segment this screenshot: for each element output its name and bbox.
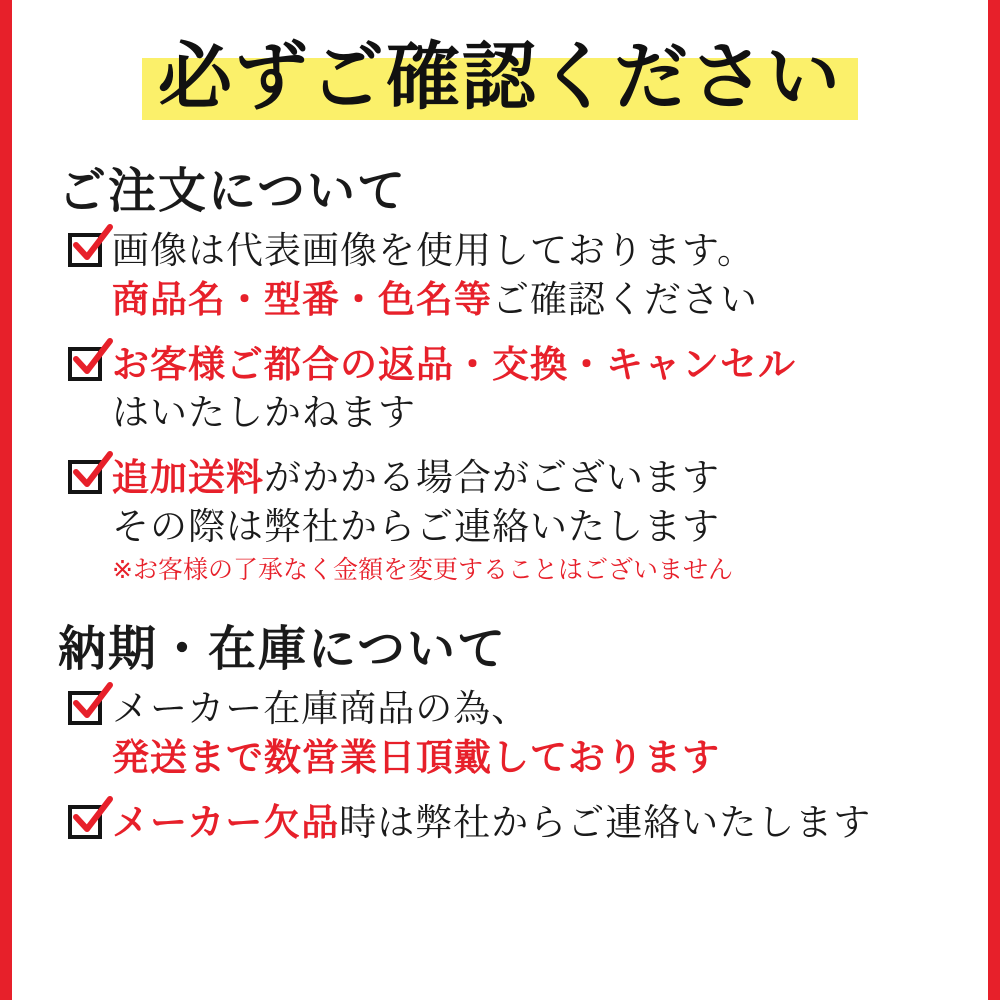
line-text-mixed — [112, 276, 960, 325]
notice-content — [12, 0, 988, 1000]
list-item — [40, 341, 960, 439]
line-black-text: ご確認ください — [492, 277, 758, 321]
list-item — [40, 454, 960, 586]
list-item — [40, 685, 960, 783]
line-red-span: 発送まで数営業日頂戴しております — [112, 736, 720, 780]
check-tick-icon — [70, 223, 114, 267]
list-item-lines — [112, 799, 960, 848]
section-heading-delivery: 納期・在庫について — [58, 621, 508, 678]
check-tick-icon — [70, 337, 114, 381]
checkmark-icon — [68, 347, 106, 385]
line-text-mixed — [112, 799, 960, 848]
order-items-list — [40, 227, 960, 586]
line-red-span: お客様ご都合の返品・交換・キャンセル — [112, 342, 796, 386]
line-red-text — [112, 734, 960, 783]
line-text: 画像は代表画像を使用しております。 — [112, 229, 756, 272]
right-red-bar — [988, 0, 1000, 1000]
page-title — [142, 34, 858, 124]
line-text-mixed — [112, 454, 960, 503]
check-tick-icon — [70, 681, 114, 725]
list-item — [40, 227, 960, 325]
line-text: はいたしかねます — [112, 391, 416, 435]
line-red-text: メーカー欠品 — [112, 801, 340, 845]
list-item-lines — [112, 341, 960, 439]
list-item — [40, 799, 960, 848]
line-red-text — [112, 341, 960, 390]
checkmark-icon — [68, 460, 106, 498]
line-black-text: 時は弊社からご連絡いたします — [339, 801, 872, 845]
line-text: その際は弊社からご連絡いたします — [112, 505, 720, 549]
list-item-lines — [112, 454, 960, 586]
check-tick-icon — [70, 450, 114, 494]
title-text: 必ずご確認ください — [158, 34, 842, 120]
section-heading-order: ご注文について — [58, 163, 408, 219]
line-red-text: 商品名・型番・色名等 — [112, 277, 492, 321]
line-black-text: がかかる場合がございます — [264, 456, 720, 500]
list-item-lines — [112, 227, 960, 325]
note-text: ※お客様の了承なく金額を変更することはございません — [112, 554, 733, 584]
checkmark-icon — [68, 233, 106, 271]
checkmark-icon — [68, 691, 106, 729]
delivery-items-list — [40, 685, 960, 847]
left-red-bar — [0, 0, 12, 1000]
checkmark-icon — [68, 805, 106, 843]
check-tick-icon — [70, 795, 114, 839]
line-text: メーカー在庫商品の為、 — [112, 687, 530, 731]
title-container — [40, 34, 960, 124]
list-item-lines — [112, 685, 960, 783]
line-red-text: 追加送料 — [112, 456, 264, 500]
